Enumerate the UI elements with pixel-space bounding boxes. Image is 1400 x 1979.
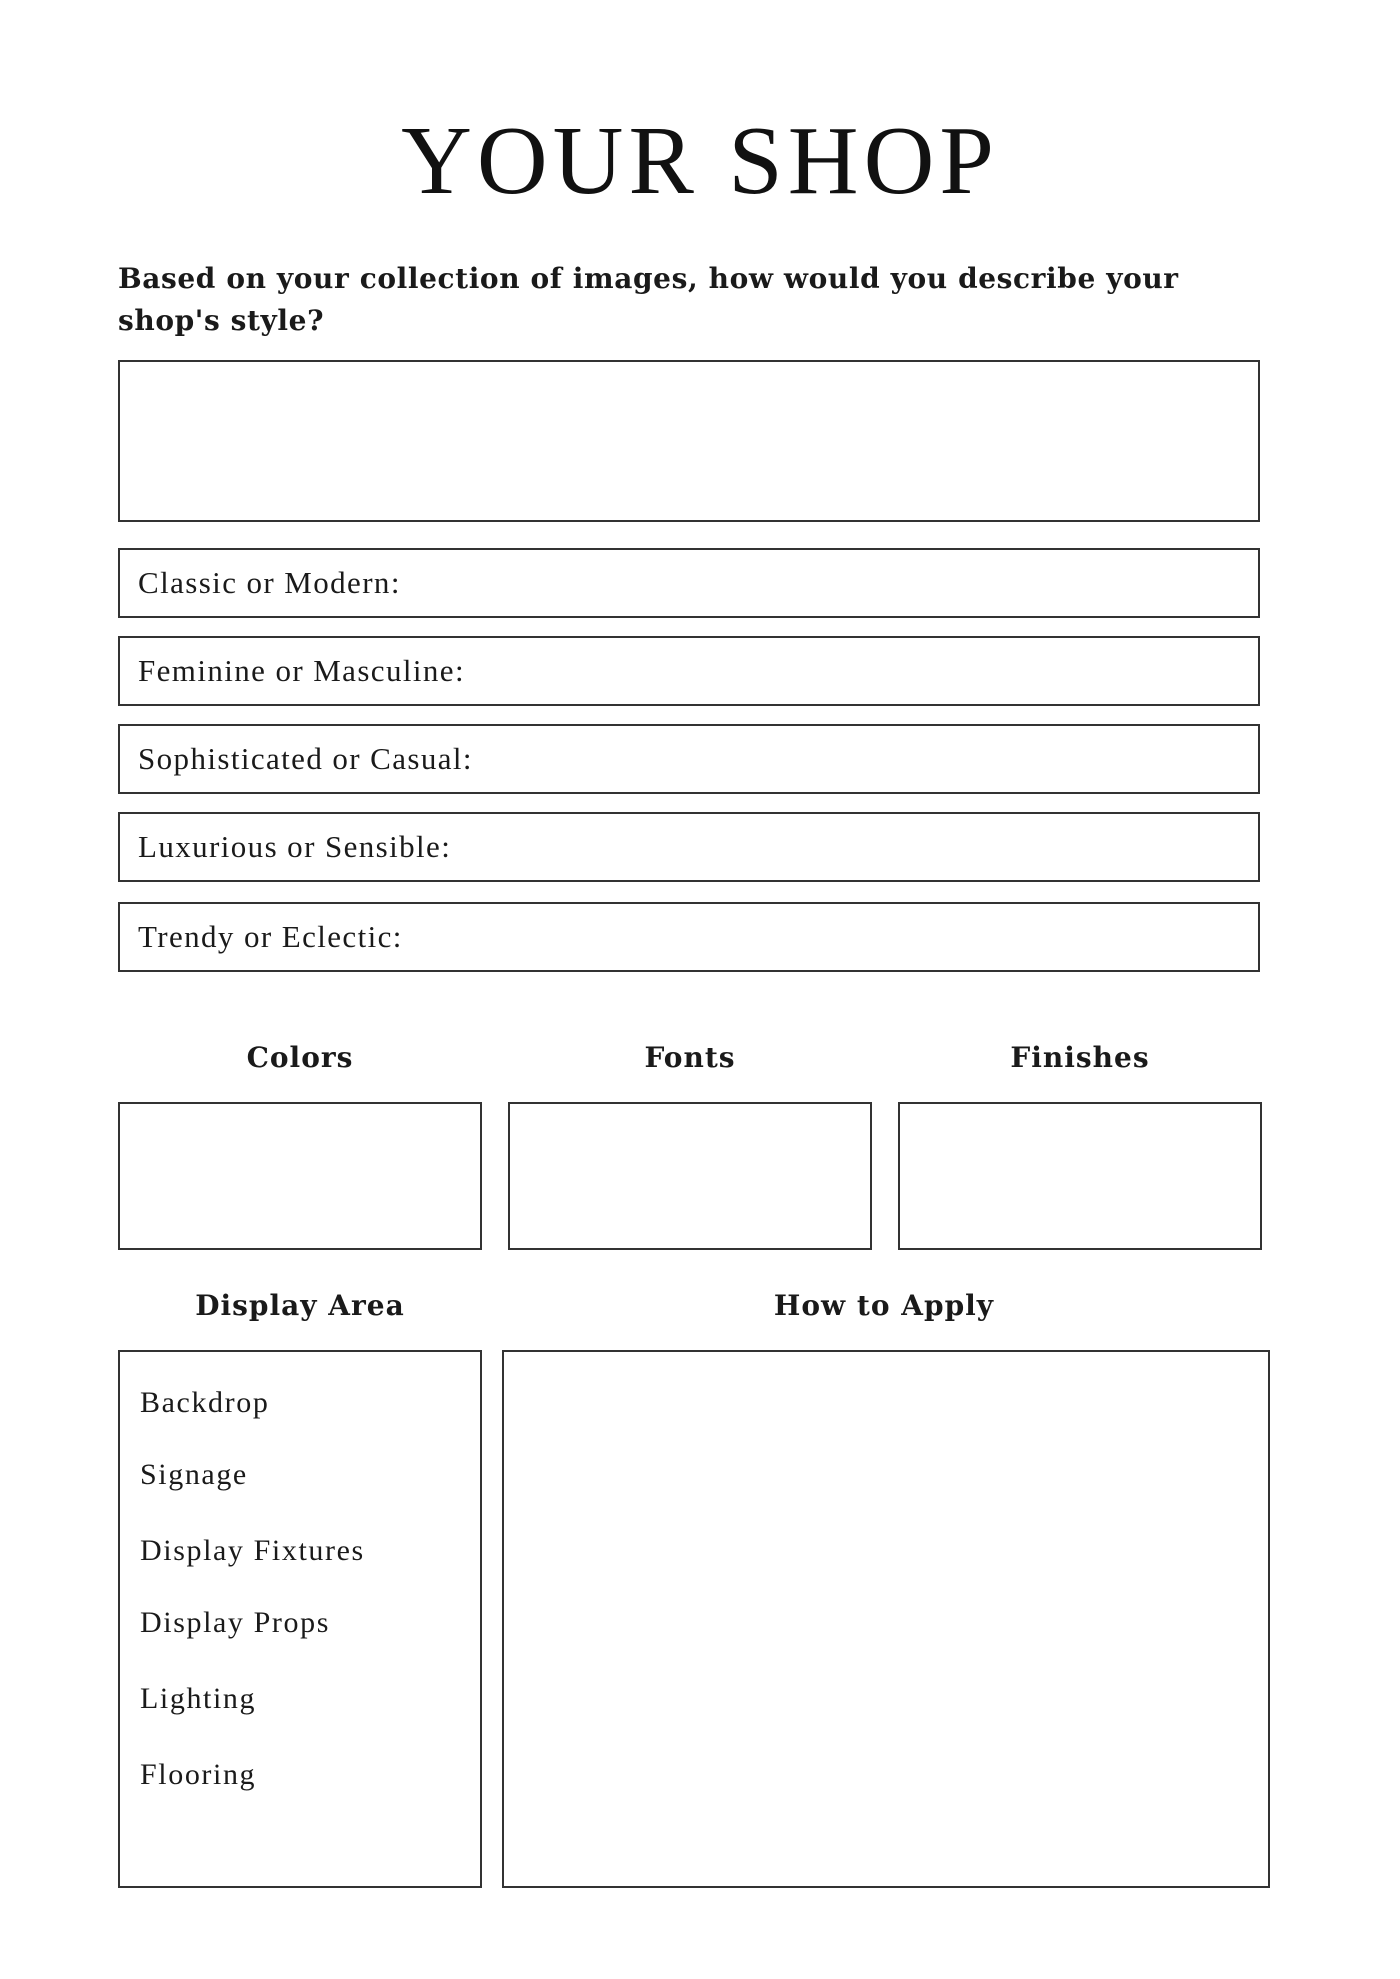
style-description-box[interactable]: [118, 360, 1260, 522]
display-item-display-fixtures: Display Fixtures: [140, 1534, 365, 1567]
style-row-label: Trendy or Eclectic:: [138, 919, 403, 954]
fonts-box[interactable]: [508, 1102, 872, 1250]
display-item-flooring: Flooring: [140, 1758, 257, 1791]
display-item-signage: Signage: [140, 1458, 248, 1491]
style-row-feminine-masculine[interactable]: [118, 636, 1260, 706]
colors-heading: Colors: [246, 1041, 354, 1074]
style-row-sophisticated-casual[interactable]: [118, 724, 1260, 794]
style-row-label: Classic or Modern:: [138, 565, 401, 600]
display-item-lighting: Lighting: [140, 1682, 257, 1715]
style-row-label: Feminine or Masculine:: [138, 653, 465, 688]
style-row-classic-modern[interactable]: [118, 548, 1260, 618]
colors-box[interactable]: [118, 1102, 482, 1250]
style-row-luxurious-sensible[interactable]: [118, 812, 1260, 882]
display-area-heading: Display Area: [195, 1289, 405, 1322]
style-row-trendy-eclectic[interactable]: [118, 902, 1260, 972]
fonts-heading: Fonts: [644, 1041, 736, 1074]
display-item-backdrop: Backdrop: [140, 1386, 270, 1419]
finishes-box[interactable]: [898, 1102, 1262, 1250]
display-item-display-props: Display Props: [140, 1606, 330, 1639]
page-title: YOUR SHOP: [401, 107, 999, 215]
how-to-apply-heading: How to Apply: [773, 1289, 995, 1322]
how-to-apply-box[interactable]: [502, 1350, 1270, 1888]
style-row-label: Sophisticated or Casual:: [138, 741, 473, 776]
finishes-heading: Finishes: [1010, 1041, 1150, 1074]
style-question: Based on your collection of images, how would you describe your shop's style?: [118, 262, 1179, 337]
style-row-label: Luxurious or Sensible:: [138, 829, 452, 864]
